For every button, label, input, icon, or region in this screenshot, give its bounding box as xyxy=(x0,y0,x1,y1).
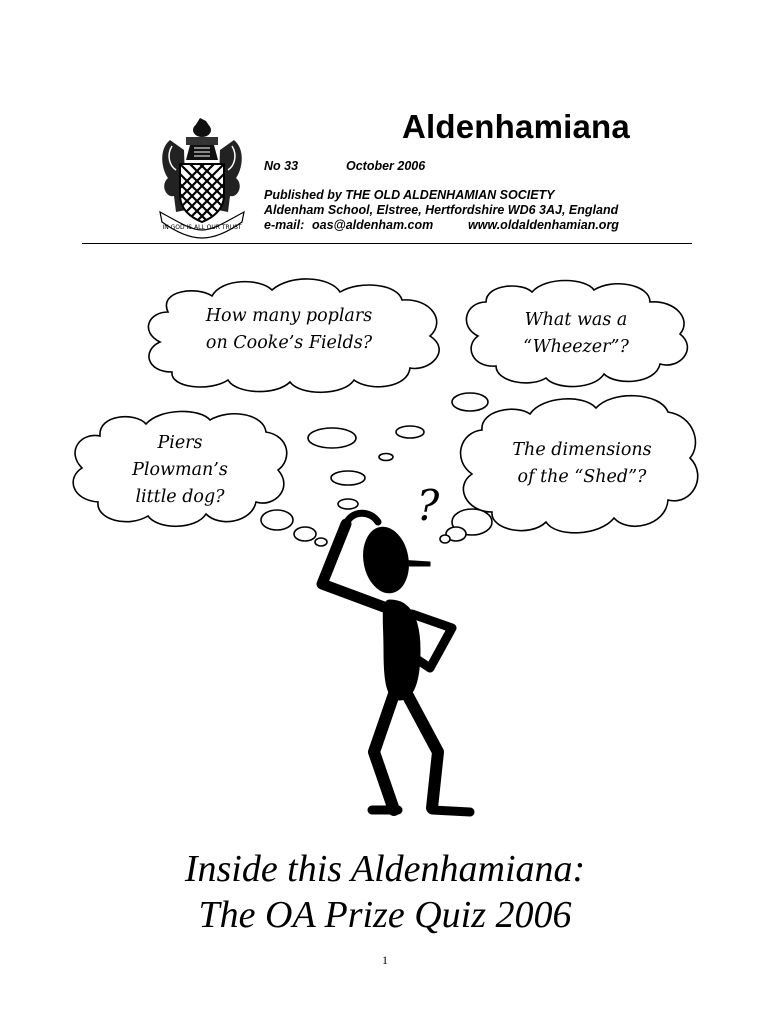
publication-title: Aldenhamiana xyxy=(402,108,630,145)
headline-line-1: Inside this Aldenhamiana: xyxy=(184,848,586,890)
cloud-shed-text xyxy=(484,437,680,491)
cloud-dog-line-3: little dog? xyxy=(135,487,225,507)
cloud-dog-line-2: Plowman’s xyxy=(132,460,228,480)
issue-date: October 2006 xyxy=(346,159,426,173)
email-label: e-mail: xyxy=(264,218,305,232)
cloud-dog-text xyxy=(100,430,260,511)
cloud-poplars-line-1: How many poplars xyxy=(205,306,373,326)
question-mark: ? xyxy=(416,481,440,530)
cloud-poplars-line-2: on Cooke’s Fields? xyxy=(205,333,373,353)
cloud-wheezer-line-1: What was a xyxy=(524,310,628,330)
page-number: 1 xyxy=(382,953,388,967)
thinking-stick-figure-icon xyxy=(322,513,470,812)
crest-motto: IN GOD IS ALL OUR TRUST xyxy=(162,224,242,231)
address-line: Aldenham School, Elstree, Hertfordshire WD6 3AJ, England xyxy=(264,203,619,217)
cloud-poplars-text xyxy=(184,303,394,357)
cloud-shed-line-2: of the “Shed”? xyxy=(517,467,647,487)
cloud-shed-line-1: The dimensions xyxy=(512,440,652,460)
cloud-wheezer-line-2: “Wheezer”? xyxy=(523,337,629,357)
publisher-line: Published by THE OLD ALDENHAMIAN SOCIETY xyxy=(264,188,555,202)
headline-line-2: The OA Prize Quiz 2006 xyxy=(198,894,572,936)
website-link[interactable]: www.oldaldenhamian.org xyxy=(468,218,619,232)
issue-number: No 33 xyxy=(264,159,299,173)
cloud-wheezer-text xyxy=(486,307,666,361)
cloud-dog-line-1: Piers xyxy=(157,433,203,453)
email-link[interactable]: oas@aldenham.com xyxy=(312,218,434,232)
